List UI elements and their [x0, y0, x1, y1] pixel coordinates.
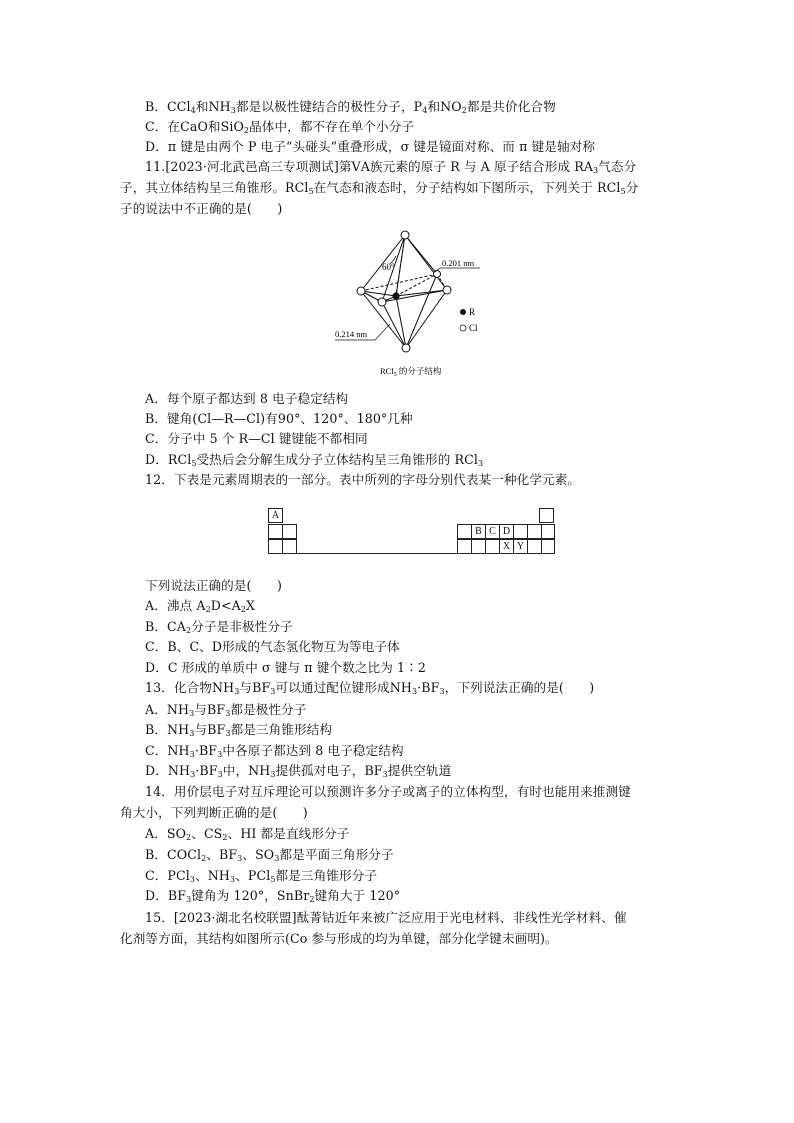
q14-option-b	[145, 845, 394, 865]
text-segment: 、NH	[195, 868, 230, 883]
text-segment: 都是三角锥形结构	[230, 722, 333, 737]
text-segment: 15．[2023·湖北名校联盟]酞菁钴近年来被广泛应用于光电材料、非线性光学材料、催	[145, 910, 627, 925]
subscript: 4	[422, 106, 428, 115]
subscript: 5	[270, 875, 276, 884]
subscript: 5	[308, 187, 314, 196]
text-segment: B．NH	[145, 722, 190, 737]
text-segment: A．每个原子都达到 8 电子稳定结构	[145, 391, 349, 406]
cl-atom-bottom	[402, 344, 410, 352]
subscript: 3	[230, 106, 236, 115]
q14-option-c	[145, 866, 377, 886]
text-segment: 12．下表是元素周期表的一部分。表中所列的字母分别代表某一种化学元素。	[145, 472, 581, 487]
text-segment: 和NO	[427, 99, 462, 114]
subscript: 2	[243, 126, 250, 135]
text-segment: D．π 键是由两个 P 电子“头碰头”重叠形成，σ 键是镜面对称、而 π 键是轴对称	[145, 139, 596, 154]
text-segment: 与BF	[239, 680, 271, 695]
subscript: 3	[189, 729, 195, 738]
pt-cell	[485, 539, 500, 554]
text-segment: 13．化合物NH	[145, 680, 235, 695]
subscript: 3	[217, 750, 223, 759]
subscript: 3	[189, 709, 195, 718]
question-15-line2	[120, 929, 558, 949]
subscript: 2	[185, 626, 192, 635]
text-segment: 14．用价层电子对互斥理论可以预测许多分子或离子的立体构型，有时也能用来推测键	[145, 784, 631, 799]
subscript: 4	[190, 106, 196, 115]
text-segment: A．沸点 A	[145, 598, 206, 613]
text-segment: 可以通过配位键形成NH	[275, 680, 412, 695]
pt-cell	[527, 539, 542, 554]
option-d-prev	[145, 137, 595, 157]
option-c-prev	[145, 117, 414, 137]
pt-cell	[541, 539, 555, 554]
q11-option-c	[145, 429, 368, 449]
rcl5-figure	[330, 224, 490, 384]
text-segment: 都是平面三角形分子	[279, 847, 394, 862]
subscript: 3	[189, 750, 195, 759]
text-segment: 化剂等方面，其结构如图所示(Co 参与形成的均为单键，部分化学键未画明)。	[120, 931, 558, 946]
q12-option-b	[145, 617, 293, 637]
pt-cell	[457, 524, 472, 539]
text-segment: B．COCl	[145, 847, 202, 862]
question-11-line2	[120, 178, 638, 198]
q13-option-c	[145, 741, 404, 761]
question-14-line2	[120, 803, 308, 823]
subscript: 3	[225, 729, 231, 738]
pt-cell-d: D	[499, 524, 514, 539]
question-12-line1	[145, 470, 580, 490]
text-segment: A．SO	[145, 826, 187, 841]
text-segment: C．在CaO和SiO	[145, 119, 244, 134]
text-segment: 键角为 120°，SnBr	[191, 888, 310, 903]
text-segment: 、CS	[191, 826, 223, 841]
text-segment: 、BF	[206, 847, 238, 862]
q12-option-d	[145, 658, 426, 678]
q14-option-a	[145, 824, 349, 844]
q12-option-a	[145, 596, 255, 616]
subscript: 3	[439, 687, 445, 696]
text-segment: ，下列说法正确的是( )	[444, 680, 595, 695]
subscript: 3	[234, 687, 240, 696]
pt-cell	[527, 524, 542, 539]
q13-option-d	[145, 761, 451, 781]
text-segment: B．键角(Cl—R—Cl)有90°、120°、180°几种	[145, 411, 413, 426]
cl-atom-back	[434, 271, 441, 278]
text-segment: D．RCl	[145, 452, 192, 467]
legend-cl-label: Cl	[469, 323, 478, 333]
text-segment: 子，其立体结构呈三角锥形。RCl	[120, 180, 309, 195]
text-segment: 在气态和液态时，分子结构如下图所示，下列关于 RCl	[313, 180, 621, 195]
q13-option-a	[145, 700, 307, 720]
text-segment: C．PCl	[145, 868, 190, 883]
pt-cell	[471, 539, 486, 554]
cl-atom-left	[357, 287, 365, 295]
pt-cell-y: Y	[513, 539, 528, 554]
cl-atom-top	[401, 231, 409, 239]
text-segment: D．BF	[145, 888, 187, 903]
subscript: 3	[189, 875, 196, 884]
text-segment: ·BF	[417, 680, 440, 695]
pt-cell	[282, 524, 297, 539]
subscript: 3	[186, 895, 192, 904]
subscript: 5	[191, 459, 197, 468]
text-segment: 中，NH	[222, 763, 271, 778]
subscript: 2	[240, 605, 247, 614]
text-segment: 、SO	[242, 847, 275, 862]
text-segment: C．B、C、D形成的气态氢化物互为等电子体	[145, 639, 400, 654]
subscript: 3	[270, 687, 276, 696]
subscript: 5	[620, 187, 626, 196]
q11-option-d	[145, 450, 483, 470]
legend-r-label: R	[469, 307, 476, 317]
text-segment: 键角大于 120°	[314, 888, 401, 903]
pt-cell	[268, 539, 283, 554]
text-segment: 、HI 都是直线形分子	[227, 826, 350, 841]
pt-cell	[282, 539, 297, 554]
pt-cell	[513, 524, 528, 539]
text-segment: 与BF	[194, 702, 226, 717]
text-segment: ·BF	[195, 763, 218, 778]
text-segment: 下列说法正确的是( )	[145, 578, 282, 593]
q11-option-a	[145, 389, 348, 409]
text-segment: C．分子中 5 个 R—Cl 键键能不都相同	[145, 431, 368, 446]
text-segment: X	[246, 598, 256, 613]
periodic-table-fragment	[268, 508, 558, 558]
text-segment: 都是三角锥形分子	[275, 868, 378, 883]
option-11b-prev	[145, 97, 556, 117]
text-segment: D．C 形成的单质中 σ 键与 π 键个数之比为 1∶2	[145, 660, 426, 675]
pt-cell	[539, 508, 554, 523]
text-segment: 角大小，下列判断正确的是( )	[120, 805, 308, 820]
pt-cell-c: C	[485, 524, 500, 539]
subscript: 3	[237, 854, 243, 863]
pt-cell-x: X	[499, 539, 514, 554]
bond-length-label-214: 0.214 nm	[335, 329, 368, 339]
subscript: 3	[270, 770, 276, 779]
question-15-line1	[145, 908, 627, 928]
text-segment: C．NH	[145, 743, 190, 758]
text-segment: 都是以极性键结合的极性分子，P	[235, 99, 423, 114]
pt-cell	[268, 524, 283, 539]
text-segment: 提供空轨道	[387, 763, 452, 778]
text-segment: 分	[625, 180, 639, 195]
text-segment: B．CCl	[145, 99, 191, 114]
question-13-stem	[145, 678, 594, 698]
question-14-line1	[145, 782, 631, 802]
bond-length-label-201: 0.201 nm	[442, 258, 475, 268]
q11-option-b	[145, 409, 413, 429]
text-segment: B．CA	[145, 619, 186, 634]
subscript: 2	[309, 895, 315, 904]
q14-option-d	[145, 886, 400, 906]
angle-label: 60°	[382, 262, 395, 272]
subscript: 2	[205, 605, 211, 614]
subscript: 3	[190, 770, 196, 779]
text-segment: 提供孤对电子，BF	[275, 763, 383, 778]
text-segment: 气态分	[598, 159, 637, 174]
text-segment: 分子是非极性分子	[191, 619, 293, 634]
text-segment: 受热后会分解生成分子立体结构呈三角锥形的 RCl	[196, 452, 478, 467]
pt-cell-a: A	[268, 508, 283, 523]
subscript: 3	[477, 459, 484, 468]
text-segment: 、PCl	[235, 868, 271, 883]
legend-r-icon	[460, 309, 466, 315]
text-segment: 11.[2023·河北武邑高三专项测试]第ⅤA族元素的原子 R 与 A 原子结合形成 RA	[145, 159, 594, 174]
question-11-line1	[145, 157, 636, 177]
cl-atom-right	[443, 286, 451, 294]
pt-cell-b: B	[471, 524, 486, 539]
text-segment: D．NH	[145, 763, 191, 778]
subscript: 2	[201, 854, 207, 863]
pt-cell	[541, 524, 555, 539]
subscript: 2	[461, 106, 467, 115]
q13-option-b	[145, 720, 332, 740]
subscript: 3	[382, 770, 388, 779]
text-segment: ·BF	[194, 743, 218, 758]
pt-bottom-line	[297, 553, 457, 554]
text-segment: 都是共价化合物	[466, 99, 556, 114]
subscript: 3	[274, 854, 280, 863]
legend-cl-icon	[460, 325, 466, 331]
r-atom-center	[392, 292, 399, 299]
question-12-stem	[145, 576, 282, 596]
subscript: 3	[229, 875, 236, 884]
subscript: 3	[411, 687, 418, 696]
text-segment: A．NH	[145, 702, 190, 717]
subscript: 3	[217, 770, 223, 779]
text-segment: 子的说法中不正确的是( )	[120, 201, 283, 216]
text-segment: 和NH	[195, 99, 231, 114]
text-segment: 晶体中，都不存在单个小分子	[249, 119, 415, 134]
q12-option-c	[145, 637, 400, 657]
subscript: 3	[225, 709, 231, 718]
text-segment: 都是极性分子	[230, 702, 307, 717]
question-11-line3	[120, 199, 282, 219]
cl-atom-front	[378, 298, 386, 306]
pt-cell	[457, 539, 472, 554]
subscript: 3	[593, 166, 599, 175]
subscript: 2	[222, 833, 228, 842]
rcl5-structure-diagram	[330, 224, 490, 384]
figure-caption: RCl$_5$ 的分子结构	[380, 366, 442, 378]
text-segment: 中各原子都达到 8 电子稳定结构	[222, 743, 404, 758]
subscript: 2	[186, 833, 192, 842]
text-segment: 与BF	[194, 722, 226, 737]
text-segment: D<A	[210, 598, 241, 613]
